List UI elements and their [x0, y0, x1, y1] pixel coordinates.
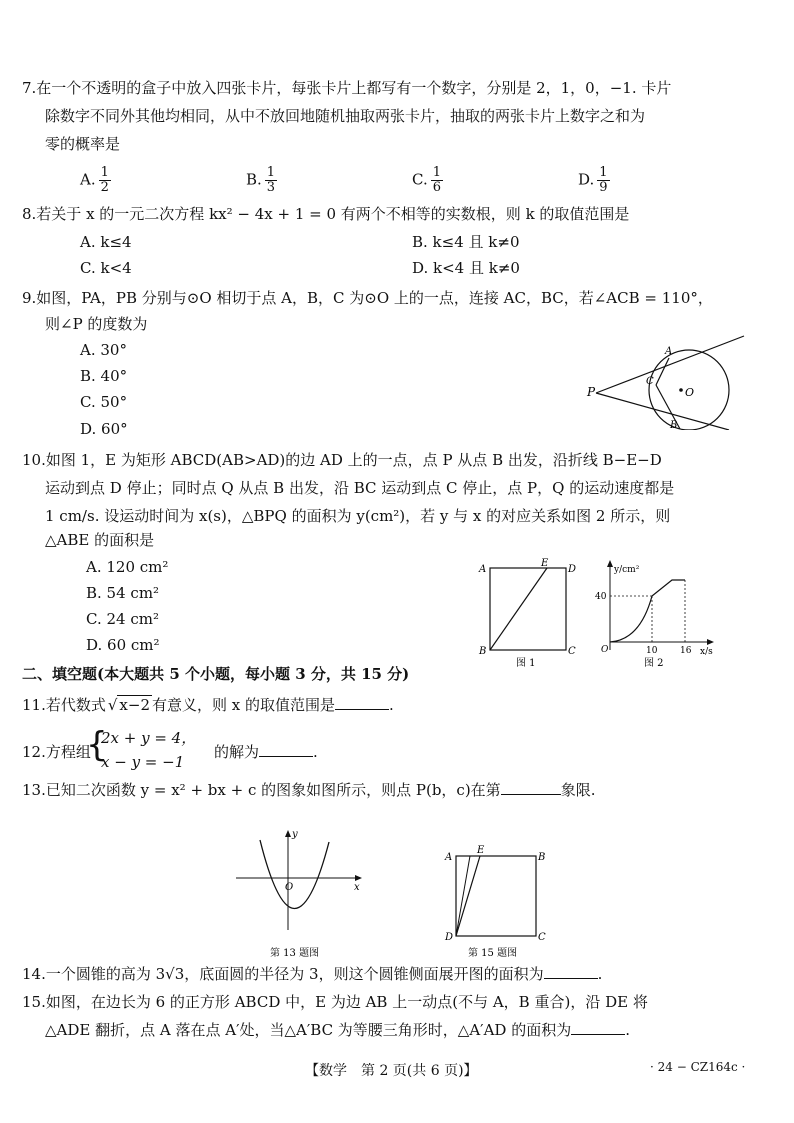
fig2-tick-16: 16	[680, 646, 692, 656]
q9-tangent-pb	[596, 393, 729, 430]
fig2-xlabel: x/s	[700, 647, 713, 657]
q9-figure	[584, 330, 784, 430]
q10-option-d: D. 60 cm²	[86, 636, 160, 654]
section2-title: 二、填空题(本大题共 5 个小题，每小题 3 分，共 15 分)	[22, 665, 410, 683]
fig2-caption: 图 2	[644, 658, 664, 669]
q10-figure-1	[476, 558, 576, 670]
fig1-label-b: B	[479, 646, 487, 657]
fig1-label-d: D	[568, 564, 576, 575]
q10-line4: △ABE 的面积是	[45, 531, 155, 549]
fig15-caption: 第 15 题图	[468, 948, 518, 959]
q9-option-c: C. 50°	[80, 393, 128, 411]
q7-option-a: A. $\frac{1}{2}$	[80, 165, 109, 195]
q12-eq2: x − y = −1	[101, 753, 185, 771]
footer-page-info: 【数学 第 2 页(共 6 页)】	[305, 1063, 478, 1079]
segment-be	[490, 568, 547, 650]
q12-brace: {	[86, 725, 108, 765]
q11-line: 11.若代数式 √ x−2 有意义，则 x 的取值范围是 .	[22, 696, 394, 714]
fig2-x-arrow	[707, 639, 714, 645]
q9-center-dot	[679, 388, 683, 392]
q12-pre: 12.方程组	[22, 743, 91, 761]
fig2-y-arrow	[607, 560, 613, 567]
q9-label-c: C	[646, 376, 654, 387]
q10-line1: 10.如图 1，E 为矩形 ABCD(AB>AD)的边 AD 上的一点，点 P 从点 B 出发，沿折线 B−E−D	[22, 451, 662, 469]
q7-option-c: C. $\frac{1}{6}$	[412, 165, 441, 195]
footer-code: · 24 − CZ164c ·	[650, 1060, 746, 1074]
q13-figure	[232, 826, 374, 962]
q10-line2: 运动到点 D 停止；同时点 Q 从点 B 出发，沿 BC 运动到点 C 停止，点 P，Q 的运动速度都是	[45, 479, 675, 497]
q13-caption: 第 13 题图	[270, 948, 320, 959]
q7-option-b: B. $\frac{1}{3}$	[246, 165, 276, 195]
q13-x-arrow	[355, 875, 362, 881]
q15-answer-blank[interactable]	[571, 1020, 625, 1035]
fig1-caption: 图 1	[516, 658, 536, 669]
q14-line: 14.一个圆锥的高为 3√3，底面圆的半径为 3，则这个圆锥侧面展开图的面积为 .	[22, 965, 603, 983]
q11-answer-blank[interactable]	[335, 695, 389, 710]
q13-label-o: O	[285, 882, 294, 893]
q8-option-b: B. k≤4 且 k≠0	[412, 233, 520, 251]
fig1-label-c: C	[568, 646, 576, 657]
q10-figure-2	[590, 558, 720, 670]
q13-label-x: x	[354, 882, 360, 893]
q12-eq1: 2x + y = 4，	[101, 729, 197, 747]
rectangle-abcd	[490, 568, 566, 650]
q15-line2: △ADE 翻折，点 A 落在点 A′处，当△A′BC 为等腰三角形时，△A′AD 的面积为 .	[45, 1021, 630, 1039]
q8-line1: 8.若关于 x 的一元二次方程 kx² − 4x + 1 = 0 有两个不相等的实数根，则 k 的取值范围是	[22, 205, 630, 223]
fig2-tick-40: 40	[595, 592, 607, 602]
q9-option-d: D. 60°	[80, 420, 128, 438]
fig2-ylabel: y/cm²	[614, 565, 640, 575]
q10-line3: 1 cm/s. 设运动时间为 x(s)，△BPQ 的面积为 y(cm²)，若 y 与 x 的对应关系如图 2 所示，则	[45, 507, 671, 525]
fig15-label-e: E	[477, 845, 485, 856]
q9-label-p: P	[587, 385, 596, 399]
q13-y-arrow	[285, 830, 291, 837]
q9-line2: 则∠P 的度数为	[45, 315, 148, 333]
q7-line2: 除数字不同外其他均相同，从中不放回地随机抽取两张卡片，抽取的两张卡片上数字之和为	[45, 107, 646, 125]
q7-line3: 零的概率是	[45, 135, 121, 153]
q9-label-b: B	[670, 420, 678, 430]
q13-parabola	[260, 840, 329, 909]
fig2-curve	[610, 580, 685, 642]
fig15-label-a: A	[445, 852, 453, 863]
fig15-label-c: C	[538, 932, 546, 943]
q12-answer-blank[interactable]	[259, 742, 313, 757]
q10-option-b: B. 54 cm²	[86, 584, 160, 602]
q13-label-y: y	[292, 829, 298, 840]
q9-option-a: A. 30°	[80, 341, 127, 359]
q9-tangent-pa	[596, 336, 744, 393]
fig1-label-e: E	[541, 558, 549, 569]
q9-label-a: A	[665, 346, 673, 357]
q9-option-b: B. 40°	[80, 367, 128, 385]
q7-option-d: D. $\frac{1}{9}$	[578, 165, 608, 195]
q15-figure	[442, 844, 558, 962]
q15-line1: 15.如图，在边长为 6 的正方形 ABCD 中，E 为边 AB 上一动点(不与 A，B 重合)，沿 DE 将	[22, 993, 648, 1011]
q14-answer-blank[interactable]	[544, 964, 598, 979]
fig15-label-d: D	[445, 932, 454, 943]
q12-post: 的解为 .	[214, 743, 318, 761]
q10-option-c: C. 24 cm²	[86, 610, 159, 628]
fig1-label-a: A	[479, 564, 487, 575]
fig15-label-b: B	[538, 852, 546, 863]
q10-option-a: A. 120 cm²	[86, 558, 169, 576]
q8-option-d: D. k<4 且 k≠0	[412, 259, 520, 277]
q9-chord-ac	[656, 358, 669, 385]
q8-option-a: A. k≤4	[80, 233, 132, 251]
q8-option-c: C. k<4	[80, 259, 132, 277]
fig2-origin: O	[601, 645, 609, 655]
q9-label-o: O	[685, 386, 695, 399]
q13-answer-blank[interactable]	[501, 780, 561, 795]
q7-line1: 7.在一个不透明的盒子中放入四张卡片，每张卡片上都写有一个数字，分别是 2，1，0，−1. 卡片	[22, 79, 672, 97]
q13-line: 13.已知二次函数 y = x² + bx + c 的图象如图所示，则点 P(b，c)在第 象限.	[22, 781, 596, 799]
q9-line1: 9.如图，PA，PB 分别与⊙O 相切于点 A，B，C 为⊙O 上的一点，连接 AC，BC，若∠ACB = 110°，	[22, 289, 713, 307]
fig2-tick-10: 10	[646, 646, 658, 656]
